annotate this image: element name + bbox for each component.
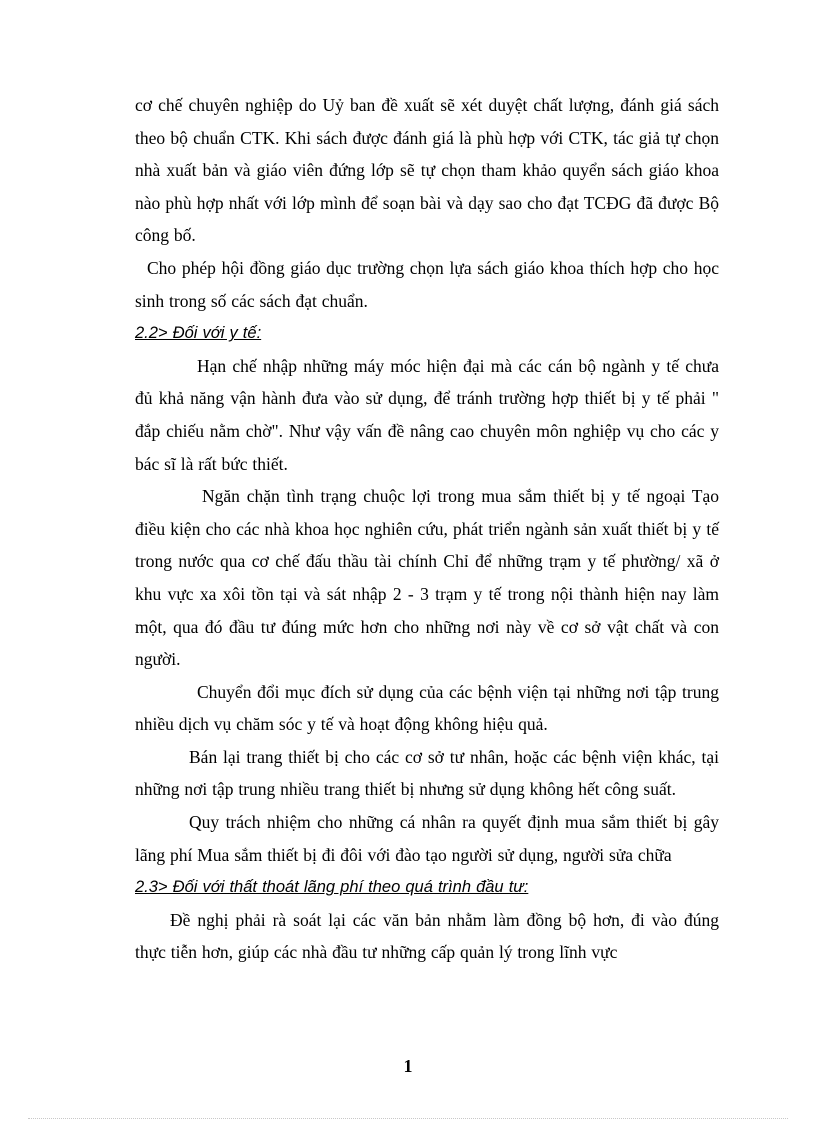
paragraph-school-council: Cho phép hội đồng giáo dục trường chọn lựa sách giáo khoa thích hợp cho học sinh trong số các sách đạt chuẩn. [135, 257, 719, 311]
paragraph-education-committee: cơ chế chuyên nghiệp do Uỷ ban đề xuất sẽ xét duyệt chất lượng, đánh giá sách theo bộ chuẩn CTK. Khi sách được đánh giá là phù hợp với CTK, tác giả tự chọn nhà xuất bản và giáo viên đứng lớp sẽ tự chọn tham khảo quyển sách giáo khoa nào phù hợp nhất với lớp mình để soạn bài và dạy sao cho đạt TCĐG đã được Bộ công bố. [135, 95, 719, 246]
paragraph-limit-imports: Hạn chế nhập những máy móc hiện đại mà các cán bộ ngành y tế chưa đủ khả năng vận hành đưa vào sử dụng, để tránh trường hợp thiết bị y tế phải " đắp chiếu nằm chờ". Như vậy vấn đề nâng cao chuyên môn nghiệp vụ cho các y bác sĩ là rất bức thiết. [135, 355, 719, 474]
page-number: 1 [403, 1056, 413, 1076]
paragraph-convert-hospitals: Chuyển đổi mục đích sử dụng của các bệnh viện tại những nơi tập trung nhiều dịch vụ chăm sóc y tế và hoạt động không hiệu quả. [135, 681, 719, 735]
page-body [135, 89, 719, 969]
paragraph-prevent-profiteering: Ngăn chặn tình trạng chuộc lợi trong mua sắm thiết bị y tế ngoại Tạo điều kiện cho các nhà khoa học nghiên cứu, phát triển ngành sản xuất thiết bị y tế trong nước qua cơ chế đấu thầu tài chính Chỉ để những trạm y tế phường/ xã ở khu vực xa xôi tồn tại và sát nhập 2 - 3 trạm y tế trong nội thành hiện nay làm một, qua đó đầu tư đúng mức hơn cho những nơi này về cơ sở vật chất và con người. [135, 486, 719, 670]
footer-divider [28, 1118, 788, 1119]
heading-health: 2.2> Đối với y tế: [135, 324, 262, 343]
paragraph-accountability: Quy trách nhiệm cho những cá nhân ra quyết định mua sắm thiết bị gây lãng phí Mua sắm thiết bị đi đôi với đào tạo người sử dụng, người sửa chữa [135, 812, 719, 865]
heading-investment-waste: 2.3> Đối với thất thoát lãng phí theo quá trình đầu tư: [135, 878, 529, 897]
paragraph-resell-equipment: Bán lại trang thiết bị cho các cơ sở tư nhân, hoặc các bệnh viện khác, tại những nơi tập trung nhiều trang thiết bị nhưng sử dụng không hết công suất. [135, 746, 719, 800]
paragraph-review-documents: Đề nghị phải rà soát lại các văn bản nhằm làm đồng bộ hơn, đi vào đúng thực tiễn hơn, giúp các nhà đầu tư những cấp quản lý trong lĩnh vực [135, 909, 719, 963]
